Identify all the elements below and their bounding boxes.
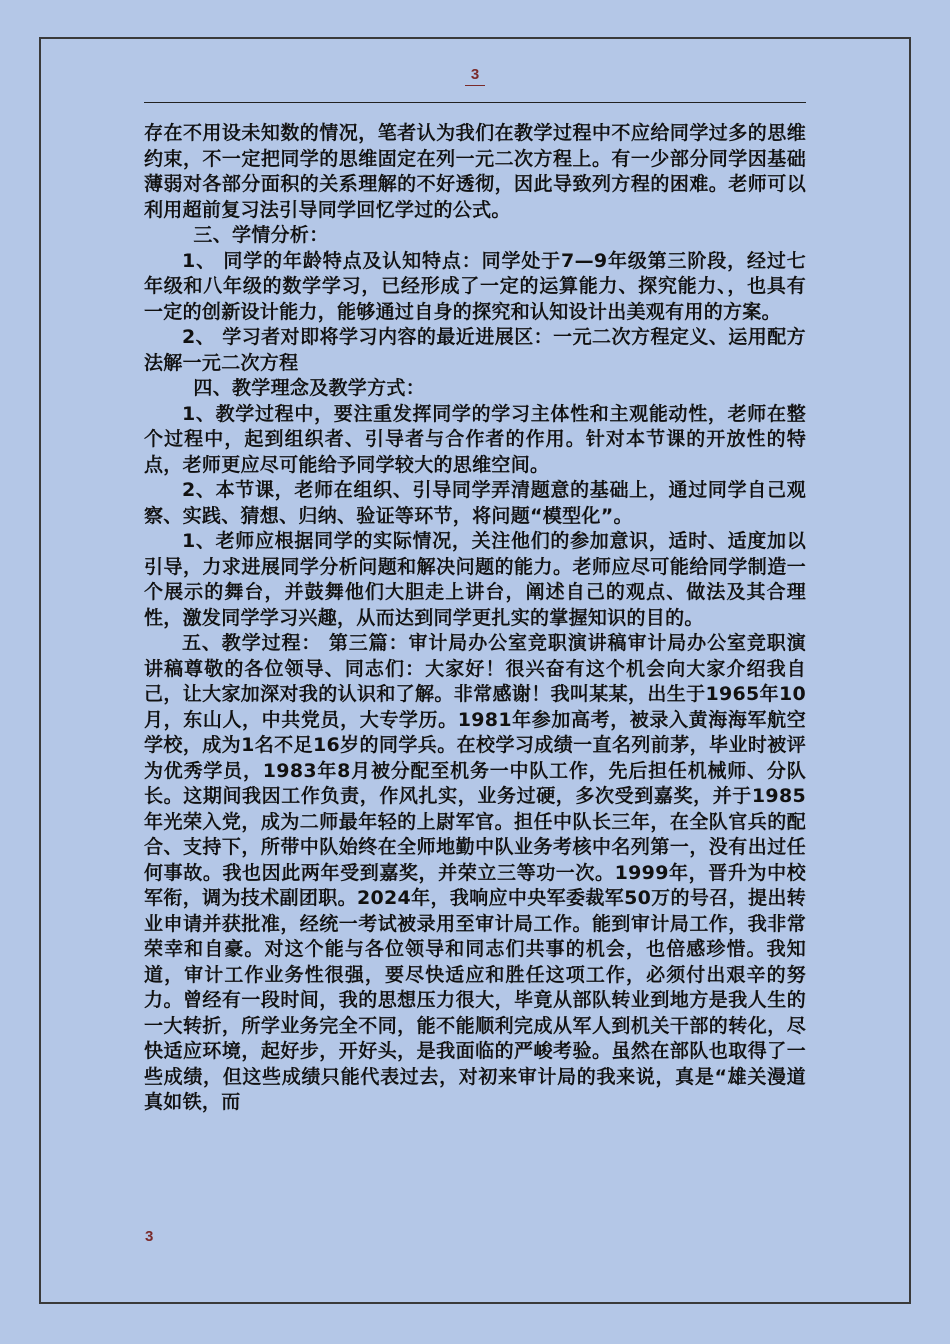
paragraph-1: 存在不用设未知数的情况，笔者认为我们在教学过程中不应给同学过多的思维约束，不一定把同学的思维固定在列一元二次方程上。有一少部分同学因基础薄弱对各部分面积的关系理解的不好透彻，因此导致列方程的困难。老师可以利用超前复习法引导同学回忆学过的公式。 — [144, 122, 806, 221]
paragraph-9: 五、教学过程： 第三篇：审计局办公室竞职演讲稿审计局办公室竞职演讲稿尊敬的各位领导、同志们：大家好！很兴奋有这个机会向大家介绍我自己，让大家加深对我的认识和了解。非常感谢！我叫某某，出生于1965年10月，东山人，中共党员，大专学历。1981年参加高考，被录入黄海海军航空学校，成为1名不足16岁的同学兵。在校学习成绩一直名列前茅，毕业时被评为优秀学员，1983年8月被分配至机务一中队工作，先后担任机械师、分队长。这期间我因工作负责，作风扎实，业务过硬，多次受到嘉奖，并于1985年光荣入党，成为二师最年轻的上尉军官。担任中队长三年，在全队官兵的配合、支持下，所带中队始终在全师地勤中队业务考核中名列第一，没有出过任何事故。我也因此两年受到嘉奖，并荣立三等功一次。1999年，晋升为中校军衔，调为技术副团职。2024年，我响应中央军委裁军50万的号召，提出转业申请并获批准，经统一考试被录用至审计局工作。能到审计局工作，我非常荣幸和自豪。对这个能与各位领导和同志们共事的机会，也倍感珍惜。我知道，审计工作业务性很强，要尽快适应和胜任这项工作，必须付出艰辛的努力。曾经有一段时间，我的思想压力很大，毕竟从部队转业到地方是我人生的一大转折，所学业务完全不同，能不能顺利完成从军人到机关干部的转化，尽快适应环境，起好步，开好头，是我面临的严峻考验。虽然在部队也取得了一些成绩，但这些成绩只能代表过去，对初来审计局的我来说，真是“雄关漫道真如铁，而 — [144, 632, 806, 1113]
section-heading-4: 四、教学理念及教学方式： — [193, 377, 425, 399]
paragraph-8: 1、老师应根据同学的实际情况，关注他们的参加意识，适时、适度加以引导，力求进展同学分析问题和解决问题的能力。老师应尽可能给同学制造一个展示的舞台，并鼓舞他们大胆走上讲台，阐述自己的观点、做法及其合理性，激发同学学习兴趣，从而达到同学更扎实的掌握知识的目的。 — [144, 530, 806, 629]
document-body — [144, 121, 806, 1116]
header-rule — [144, 102, 806, 103]
paragraph-7: 2、本节课，老师在组织、引导同学弄清题意的基础上，通过同学自己观察、实践、猜想、归纳、验证等环节，将问题“模型化”。 — [144, 479, 806, 527]
paragraph-6: 1、教学过程中，要注重发挥同学的学习主体性和主观能动性，老师在整个过程中，起到组织者、引导者与合作者的作用。针对本节课的开放性的特点，老师更应尽可能给予同学较大的思维空间。 — [144, 402, 806, 476]
paragraph-3: 1、 同学的年龄特点及认知特点：同学处于7—9年级第三阶段，经过七年级和八年级的数学学习，已经形成了一定的运算能力、探究能力、，也具有一定的创新设计能力，能够通过自身的探究和认知设计出美观有用的方案。 — [144, 249, 806, 323]
header-page-number: 3 — [465, 65, 485, 86]
section-heading-3: 三、学情分析： — [193, 224, 329, 246]
paragraph-4: 2、 学习者对即将学习内容的最近进展区：一元二次方程定义、运用配方法解一元二次方程 — [144, 326, 806, 374]
footer-page-number: 3 — [145, 1228, 154, 1245]
